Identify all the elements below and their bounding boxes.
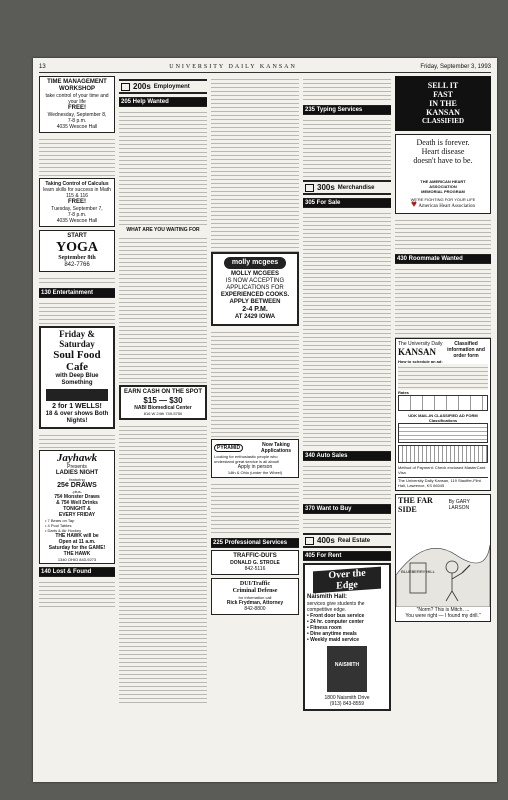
classified-text (395, 266, 491, 338)
dui-criminal-defense-ad: DUI/Traffic Criminal Defense for Information call Rick Frydman, Attorney 842-8800 (211, 578, 299, 615)
sell-it-fast-ad: SELL IT FAST IN THE KANSAN CLASSIFIED (395, 76, 491, 131)
classified-text (119, 109, 207, 225)
section-heading-auto-sales: 340 Auto Sales (303, 451, 391, 461)
molly-mcgees-ad: molly mcgees MOLLY MCGEES IS NOW ACCEPTING APPLICATIONS FOR EXPERIENCED COOKS. APPLY BETWEEN 2-4 P.M. AT 2429 IOWA (211, 252, 299, 326)
section-heading-want-to-buy: 370 Want to Buy (303, 504, 391, 514)
column-2 (119, 76, 207, 776)
section-heading-for-rent: 405 For Rent (303, 551, 391, 561)
ad-title: YOGA (56, 240, 98, 255)
ad-time: 7-8 p.m. (67, 212, 87, 218)
newspaper-page (33, 58, 497, 782)
ad-free: FREE! (68, 199, 86, 205)
ad-text-boxes[interactable] (398, 445, 488, 463)
heart-association-ad: Death is forever. Heart disease doesn't have to be. THE AMERICAN HEART ASSOCIATION MEMORIAL PROGRAM WE'RE FIGHTING FOR YOUR LIFE ♥ American Heart Association (395, 134, 491, 214)
molly-logo: molly mcgees (224, 257, 286, 269)
soul-food-cafe-ad: Friday & Saturday Soul Food Cafe with Deep Blue Something 2 for 1 WELLS! 18 & over shows Both Nights! (39, 326, 115, 429)
house-icon (305, 537, 314, 545)
classified-text (211, 329, 299, 439)
briefcase-icon (121, 83, 130, 91)
subheading: WHAT ARE YOU WAITING FOR (126, 227, 200, 233)
ad-phone: 842-7766 (64, 262, 90, 268)
classified-text (303, 117, 391, 177)
classified-text (39, 579, 115, 609)
ad-time: 7-8 p.m. (67, 118, 87, 124)
bar-logo (46, 389, 108, 401)
ad-place: 4035 Wescoe Hall (56, 124, 98, 130)
classified-text (211, 481, 299, 535)
ad-title: TIME MANAGEMENT WORKSHOP (47, 79, 107, 92)
calculus-ad (39, 178, 115, 227)
naismith-over-the-edge-ad: Over the Edge Naismith Hall: services give students the competitive edge. • Front door bus service • 24 hr. computer center • Fitness room • Dine anytime meals • Weekly maid service NAISMITH 1800 Naismith Drive (913) 843-8559 (303, 563, 391, 711)
classified-text (119, 423, 207, 703)
section-heading-help-wanted: 205 Help Wanted (119, 97, 207, 107)
section-heading-entertainment: 130 Entertainment (39, 288, 115, 298)
page-header (39, 62, 491, 73)
far-side-cartoon: THE FAR SIDE By GARY LARSON BLUEBERRY HILL "Norm? This is Mitch. ... You were right — I found my drill." (395, 494, 491, 622)
classifications-grid[interactable] (398, 423, 488, 443)
classified-text (211, 76, 299, 252)
building-illustration: NAISMITH (327, 646, 367, 692)
payment-method[interactable]: Method of Payment: Check enclosed MasterCard Visa (398, 465, 486, 475)
nabi-cash-ad: EARN CASH ON THE SPOT $15 — $30 NABI Biomedical Center 816 W 24th 749-5750 (119, 385, 207, 420)
page-number: 13 (39, 64, 46, 70)
classified-text (395, 217, 491, 251)
classified-text (39, 432, 115, 450)
time-management-ad (39, 76, 115, 133)
traffic-dui-ad: TRAFFIC-DUI'S DONALD G. STROLE 842-5116 (211, 550, 299, 575)
ad-place: 4035 Wescoe Hall (56, 218, 98, 224)
section-heading-professional-services: 225 Professional Services (211, 538, 299, 548)
real-estate-banner: 400s Real Estate (303, 533, 391, 548)
section-heading-for-sale: 305 For Sale (303, 198, 391, 208)
pyramid-ad: PYRAMID Now Taking Applications Looking for enthusiastic people who understand great service is all about! Apply in person 14th & Ohio (under the Wheel) (211, 439, 299, 478)
rates-table (398, 395, 488, 411)
column-1 (39, 76, 115, 776)
jayhawk-ad: Jayhawk Presents LADIES NIGHT featuring 25¢ DRAWS -plus- 75¢ Monster Draws & 75¢ Well Drinks TONIGHT & EVERY FRIDAY • 7 Bears on Tap • 4 Pool Tables • Darts & Air Hockey THE HAWK will be Open at 11 a.m. Saturday for the GAME! THE HAWK 1340 OHIO 843-9273 (39, 450, 115, 564)
heart-icon: ♥ (411, 199, 417, 210)
classified-text (39, 275, 115, 285)
pyramid-logo: PYRAMID (214, 444, 243, 452)
classified-text (39, 136, 115, 178)
merchandise-banner: 300s Merchandise (303, 180, 391, 195)
issue-date: Friday, September 3, 1993 (420, 64, 491, 70)
ad-date: September 8th (58, 255, 96, 261)
classified-text (39, 300, 115, 326)
sign-text: BLUEBERRY HILL (401, 569, 435, 574)
employment-banner: 200s Employment (119, 79, 207, 94)
classified-text (303, 516, 391, 530)
ad-date: Wednesday, September 8, (47, 112, 107, 118)
ad-subtitle: take control of your time and your life (45, 93, 109, 105)
masthead: UNIVERSITY DAILY KANSAN (169, 64, 297, 70)
section-heading-roommate-wanted: 430 Roommate Wanted (395, 254, 491, 264)
column-5 (395, 76, 491, 776)
classified-text (303, 210, 391, 448)
yoga-ad (39, 230, 115, 272)
ad-date: Tuesday, September 7, (51, 206, 103, 212)
section-heading-typing-services: 235 Typing Services (303, 105, 391, 115)
classified-text (119, 235, 207, 385)
classified-order-form: The University Daily KANSAN Classified information and order form How to schedule an ad: Rates UDK MAIL-IN CLASSIFIED AD FORM Classifications Method of Payment: Check enclosed MasterCard Visa The University Daily Kansan, 119 Stauffer-Flint Hall, Lawrence, KS 66045 (395, 338, 491, 491)
column-3 (211, 76, 299, 776)
shopping-bag-icon (305, 184, 314, 192)
section-heading-lost-found: 140 Lost & Found (39, 567, 115, 577)
column-4 (303, 76, 391, 776)
classified-text (303, 463, 391, 501)
ad-title: Taking Control of Calculus (45, 181, 109, 187)
cartoon-drawing (396, 515, 490, 607)
ad-free: FREE! (68, 105, 86, 111)
ad-start: START (67, 233, 87, 239)
ad-subtitle: learn skills for success in Math 115 & 116 (43, 187, 111, 199)
classified-text (303, 76, 391, 102)
